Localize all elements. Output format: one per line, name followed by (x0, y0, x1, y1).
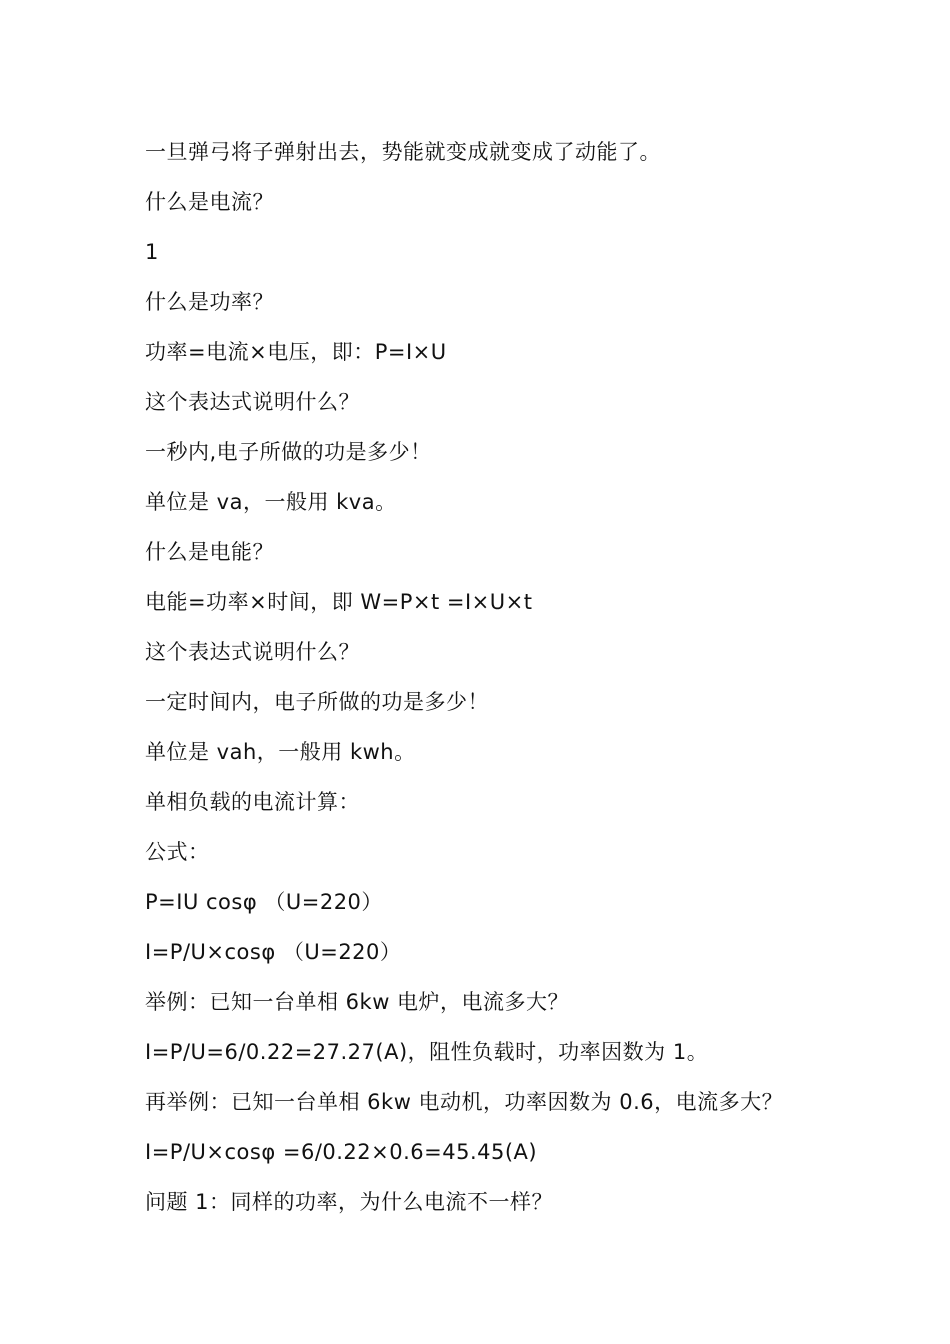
text-line: 一旦弹弓将子弹射出去，势能就变成就变成了动能了。 (145, 140, 661, 164)
text-line: 再举例：已知一台单相 6kw 电动机，功率因数为 0.6，电流多大？ (145, 1090, 784, 1114)
text-line: 单位是 vah，一般用 kwh。 (145, 740, 416, 764)
text-line: 公式： (145, 840, 210, 864)
text-line: 什么是电能？ (145, 540, 274, 564)
text-line: 一定时间内，电子所做的功是多少！ (145, 690, 489, 714)
formula-line: I=P/U=6/0.22=27.27(A)，阻性负载时，功率因数为 1。 (145, 1040, 709, 1064)
text-line: 这个表达式说明什么？ (145, 640, 360, 664)
formula-line: I=P/U×cosφ =6/0.22×0.6=45.45(A) (145, 1140, 538, 1164)
text-line: 电能=功率×时间，即 W=P×t =I×U×t (145, 590, 533, 614)
text-line: 什么是功率？ (145, 290, 274, 314)
text-line: 单位是 va，一般用 kva。 (145, 490, 397, 514)
text-line: 单相负载的电流计算： (145, 790, 360, 814)
document-body (145, 132, 905, 1232)
text-line: 功率=电流×电压，即：P=I×U (145, 340, 447, 364)
text-line: 这个表达式说明什么？ (145, 390, 360, 414)
text-line: 一秒内,电子所做的功是多少！ (145, 440, 432, 464)
text-line: 举例：已知一台单相 6kw 电炉，电流多大？ (145, 990, 570, 1014)
text-line: 什么是电流？ (145, 190, 274, 214)
formula-line: P=IU cosφ （U=220） (145, 890, 383, 914)
text-line: 问题 1：同样的功率，为什么电流不一样？ (145, 1190, 554, 1214)
text-line: 1 (145, 240, 159, 264)
formula-line: I=P/U×cosφ （U=220） (145, 940, 402, 964)
